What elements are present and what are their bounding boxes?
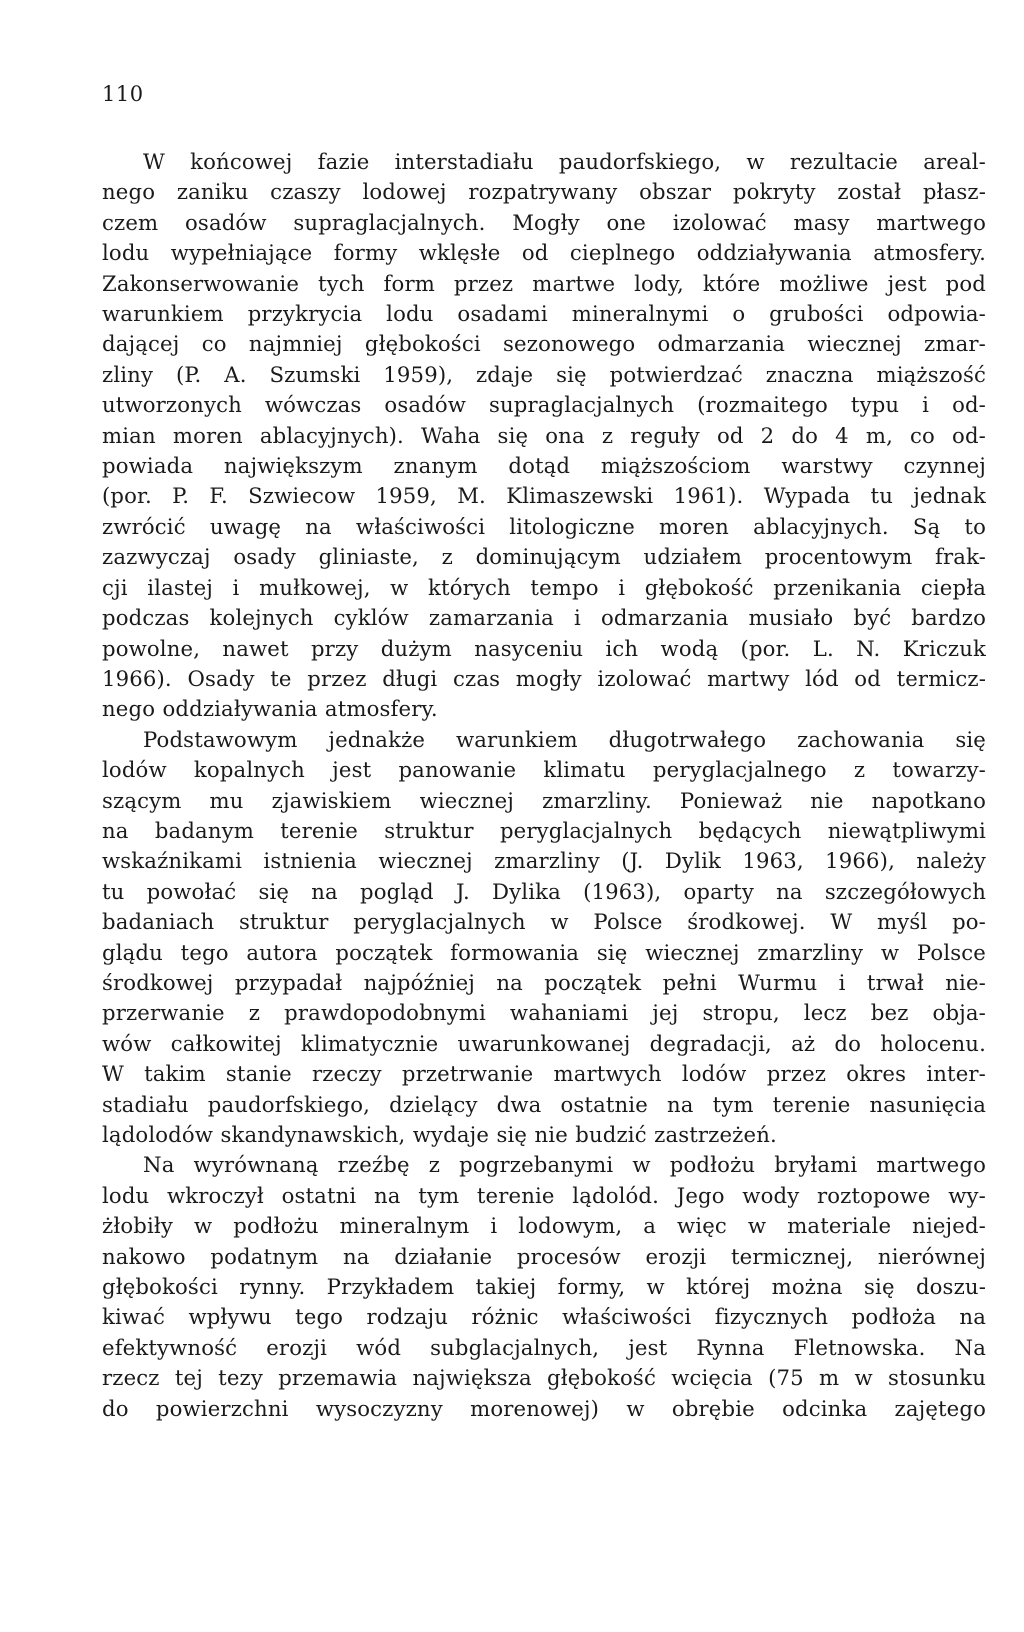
text-line: czem osadów supraglacjalnych. Mogły one izolować masy martwego — [102, 209, 986, 235]
text-line: nego oddziaływania atmosfery. — [102, 696, 438, 722]
text-line: zwrócić uwagę na właściwości litologiczne moren ablacyjnych. Są to — [102, 513, 986, 539]
text-line: W takim stanie rzeczy przetrwanie martwych lodów przez okres inter- — [102, 1061, 986, 1087]
text-line: tu powołać się na pogląd J. Dylika (1963), oparty na szczegółowych — [102, 878, 986, 904]
text-line: (por. P. F. Szwiecow 1959, M. Klimaszewski 1961). Wypada tu jednak — [102, 483, 986, 509]
text-line: Podstawowym jednakże warunkiem długotrwałego zachowania się — [143, 726, 986, 752]
text-line: lodu wypełniające formy wklęsłe od cieplnego oddziaływania atmosfery. — [102, 240, 986, 266]
text-line: szącym mu zjawiskiem wiecznej zmarzliny. Ponieważ nie napotkano — [102, 787, 986, 813]
text-body — [102, 147, 986, 1424]
text-line: mian moren ablacyjnych). Waha się ona z reguły od 2 do 4 m, co od- — [102, 422, 986, 448]
text-line: efektywność erozji wód subglacjalnych, jest Rynna Fletnowska. Na — [102, 1334, 986, 1360]
text-line: przerwanie z prawdopodobnymi wahaniami jej stropu, lecz bez obja- — [102, 1000, 986, 1026]
text-line: powolne, nawet przy dużym nasyceniu ich wodą (por. L. N. Kriczuk — [102, 635, 986, 661]
text-line: W końcowej fazie interstadiału paudorfskiego, w rezultacie areal- — [143, 149, 986, 174]
text-line: do powierzchni wysoczyzny morenowej) w obrębie odcinka zajętego — [102, 1395, 986, 1421]
text-line: glądu tego autora początek formowania się wiecznej zmarzliny w Polsce — [102, 939, 986, 965]
text-line: zazwyczaj osady gliniaste, z dominującym udziałem procentowym frak- — [102, 544, 986, 570]
text-line: 1966). Osady te przez długi czas mogły izolować martwy lód od termicz- — [102, 665, 986, 691]
text-line: nego zaniku czaszy lodowej rozpatrywany obszar pokryty został płasz- — [102, 179, 986, 205]
text-line: żłobiły w podłożu mineralnym i lodowym, a więc w materiale niejed- — [102, 1213, 986, 1239]
text-line: lądolodów skandynawskich, wydaje się nie budzić zastrzeżeń. — [102, 1122, 777, 1147]
text-line: głębokości rynny. Przykładem takiej formy, w której można się doszu- — [102, 1274, 986, 1300]
text-line: nakowo podatnym na działanie procesów erozji termicznej, nierównej — [102, 1243, 986, 1269]
paragraph — [102, 147, 986, 725]
paragraph — [102, 1150, 986, 1424]
text-line: kiwać wpływu tego rodzaju różnic właściwości fizycznych podłoża na — [102, 1304, 986, 1330]
text-line: Zakonserwowanie tych form przez martwe lody, które możliwe jest pod — [102, 270, 986, 296]
text-line: cji ilastej i mułkowej, w których tempo i głębokość przenikania ciepła — [102, 574, 986, 600]
text-line: podczas kolejnych cyklów zamarzania i odmarzania musiało być bardzo — [102, 605, 986, 631]
text-line: badaniach struktur peryglacjalnych w Polsce środkowej. W myśl po- — [102, 909, 986, 935]
text-line: lodów kopalnych jest panowanie klimatu peryglacjalnego z towarzy- — [102, 757, 986, 783]
text-line: lodu wkroczył ostatni na tym terenie lądolód. Jego wody roztopowe wy- — [102, 1182, 986, 1208]
text-line: powiada największym znanym dotąd miąższościom warstwy czynnej — [102, 453, 986, 479]
text-line: utworzonych wówczas osadów supraglacjalnych (rozmaitego typu i od- — [102, 392, 986, 418]
text-line: środkowej przypadał najpóźniej na początek pełni Wurmu i trwał nie- — [102, 969, 986, 995]
text-line: wskaźnikami istnienia wiecznej zmarzliny (J. Dylik 1963, 1966), należy — [102, 848, 986, 874]
page-number: 110 — [102, 82, 144, 106]
text-line: warunkiem przykrycia lodu osadami mineralnymi o grubości odpowia- — [102, 301, 986, 327]
paragraph — [102, 725, 986, 1151]
text-line: stadiału paudorfskiego, dzielący dwa ostatnie na tym terenie nasunięcia — [102, 1091, 986, 1117]
text-line: na badanym terenie struktur peryglacjalnych będących niewątpliwymi — [102, 817, 986, 843]
text-line: wów całkowitej klimatycznie uwarunkowanej degradacji, aż do holocenu. — [102, 1030, 986, 1056]
text-line: dającej co najmniej głębokości sezonowego odmarzania wiecznej zmar- — [102, 331, 986, 357]
text-line: rzecz tej tezy przemawia największa głębokość wcięcia (75 m w stosunku — [102, 1365, 986, 1391]
text-line: zliny (P. A. Szumski 1959), zdaje się potwierdzać znaczna miąższość — [102, 361, 986, 387]
text-line: Na wyrównaną rzeźbę z pogrzebanymi w podłożu bryłami martwego — [143, 1152, 986, 1178]
